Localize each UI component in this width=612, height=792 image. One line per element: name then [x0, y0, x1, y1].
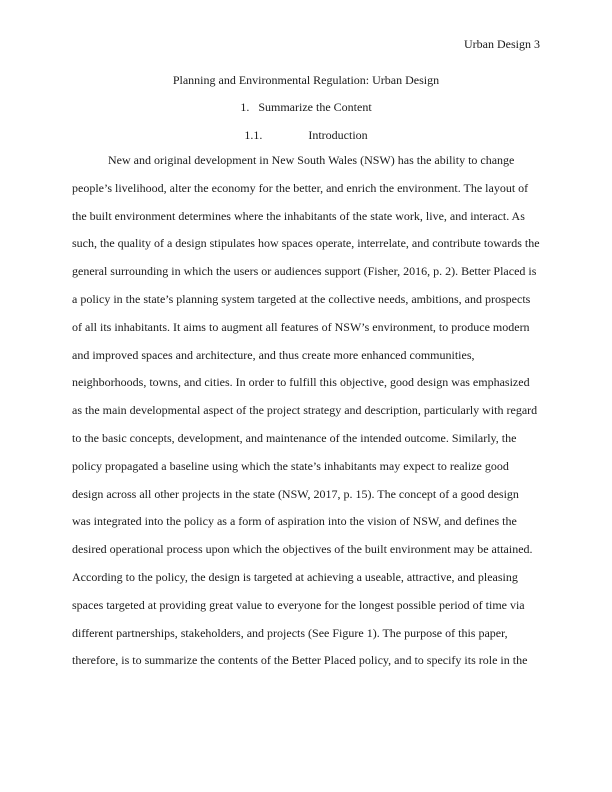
subsection-heading [72, 127, 540, 143]
subsection-title: Introduction [308, 128, 368, 142]
section-number: 1. [240, 100, 250, 114]
paragraph-line: According to the policy, the design is targeted at achieving a useable, attractive, and pleasing [72, 569, 518, 584]
paragraph-line: such, the quality of a design stipulates how spaces operate, interrelate, and contribute towards the [72, 236, 540, 251]
subsection-number: 1.1. [244, 128, 263, 142]
paragraph-line: desired operational process upon which the objectives of the built environment may be attained. [72, 542, 533, 557]
paragraph-line: design across all other projects in the state (NSW, 2017, p. 15). The concept of a good design [72, 486, 519, 501]
paragraph-line: New and original development in New South Wales (NSW) has the ability to change [108, 153, 515, 167]
running-head: Urban Design 3 [464, 37, 540, 51]
paper-title: Planning and Environmental Regulation: Urban Design [172, 73, 440, 87]
paragraph-line: policy propagated a baseline using which the state’s inhabitants may expect to realize good [72, 458, 509, 473]
section-heading [72, 99, 540, 115]
paragraph-line: different partnerships, stakeholders, and projects (See Figure 1). The purpose of this paper, [72, 625, 508, 640]
body-paragraph [72, 147, 540, 675]
paragraph-line: general surrounding in which the users or audiences support (Fisher, 2016, p. 2). Better Placed is [72, 264, 537, 279]
paragraph-line: to the basic concepts, development, and maintenance of the intended outcome. Similarly, the [72, 430, 517, 445]
section-title: Summarize the Content [258, 100, 372, 114]
paragraph-line: and improved spaces and architecture, and thus create more enhanced communities, [72, 347, 475, 362]
paragraph-line: spaces targeted at providing great value to everyone for the longest possible period of time via [72, 597, 525, 612]
paragraph-line: therefore, is to summarize the contents of the Better Placed policy, and to specify its role in the [72, 653, 528, 668]
paragraph-line: neighborhoods, towns, and cities. In order to fulfill this objective, good design was emphasized [72, 375, 530, 390]
paragraph-line: people’s livelihood, alter the economy for the better, and enrich the environment. The layout of [72, 180, 529, 195]
paragraph-line: as the main developmental aspect of the project strategy and description, particularly with regard [72, 403, 538, 418]
paragraph-line: was integrated into the policy as a form of aspiration into the vision of NSW, and defines the [72, 514, 517, 529]
paragraph-line: of all its inhabitants. It aims to augment all features of NSW’s environment, to produce modern [72, 319, 530, 334]
paragraph-line: the built environment determines where the inhabitants of the state work, live, and interact. As [72, 208, 525, 223]
paragraph-line: a policy in the state’s planning system targeted at the collective needs, ambitions, and prospects [72, 291, 531, 306]
